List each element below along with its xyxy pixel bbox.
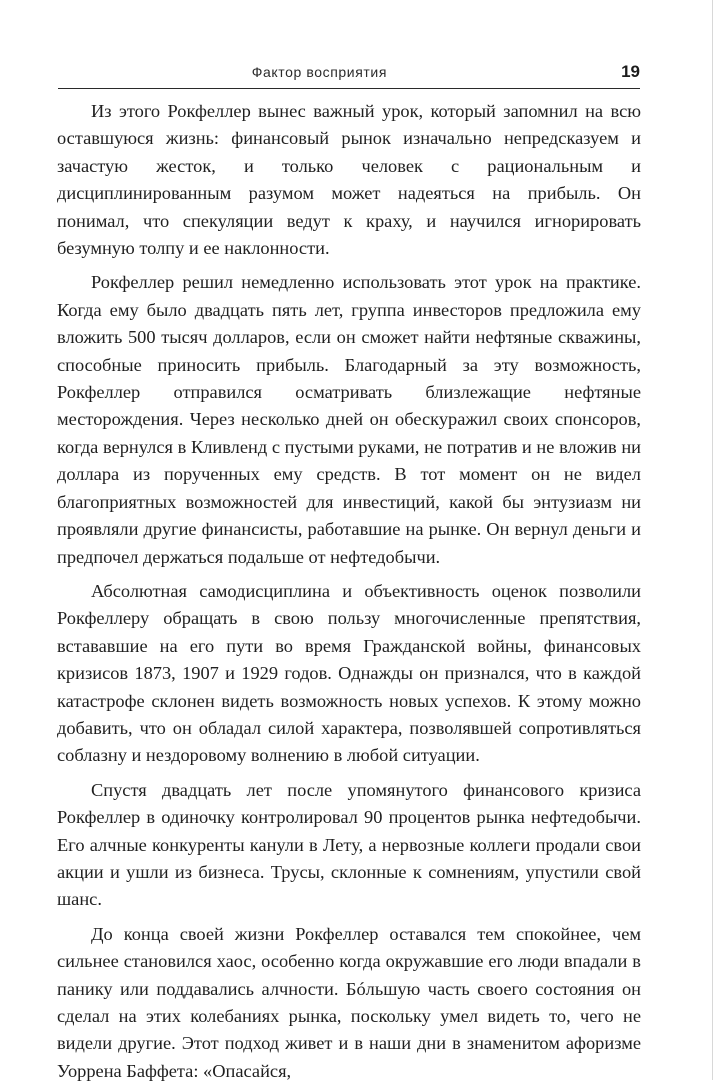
running-title: Фактор восприятия bbox=[251, 64, 387, 80]
page-number: 19 bbox=[621, 62, 640, 81]
paragraph-4: Спустя двадцать лет после упомянутого финансового кризиса Рокфеллер в одиночку контролировал 90 процентов рынка нефтедобычи. Его алчные конкуренты канули в Лету, а нервозные коллеги продали свои акции и ушли из бизнеса. Трусы, склонные к сомнениям, упустили свой шанс. bbox=[57, 779, 641, 910]
paragraph-1: Из этого Рокфеллер вынес важный урок, который запомнил на всю оставшуюся жизнь: финансовый рынок изначально непредсказуем и зачастую жесток, и только человек с рациональным и дисциплинированным разумом может надеяться на прибыль. Он понимал, что спекуляции ведут к краху, и научился игнорировать безумную толпу и ее наклонности. bbox=[57, 101, 641, 259]
running-header bbox=[58, 58, 640, 89]
paragraph-5: До конца своей жизни Рокфеллер оставался тем спокойнее, чем сильнее становился хаос, особенно когда окружавшие его люди впадали в панику или поддавались алчности. Бóльшую часть своего состояния он сделал на этих колебаниях рынка, поскольку умел видеть то, чего не видели другие. Этот подход живет и в наши дни в знаменитом афоризме Уоррена Баффета: «Опасайся, bbox=[57, 923, 641, 1081]
body-text bbox=[57, 98, 641, 1085]
paragraph-2: Рокфеллер решил немедленно использовать этот урок на практике. Когда ему было двадцать пять лет, группа инвесторов предложила ему вложить 500 тысяч долларов, если он сможет найти нефтяные скважины, способные приносить прибыль. Благодарный за эту возможность, Рокфеллер отправился осматривать близлежащие нефтяные месторождения. Через несколько дней он обескуражил своих спонсоров, когда вернулся в Кливленд с пустыми руками, не потратив и не вложив ни доллара из порученных ему средств. В тот момент он не видел благоприятных возможностей для инвестиций, какой бы энтузиазм ни проявляли другие финансисты, работавшие на рынке. Он вернул деньги и предпочел держаться подальше от нефтедобычи. bbox=[57, 272, 641, 567]
paragraph-3: Абсолютная самодисциплина и объективность оценок позволили Рокфеллеру обращать в свою пользу многочисленные препятствия, встававшие на его пути во время Гражданской войны, финансовых кризисов 1873, 1907 и 1929 годов. Однажды он признался, что в каждой катастрофе склонен видеть возможность новых успехов. К этому можно добавить, что он обладал силой характера, позволявшей сопротивляться соблазну и нездоровому волнению в любой ситуации. bbox=[57, 580, 641, 766]
